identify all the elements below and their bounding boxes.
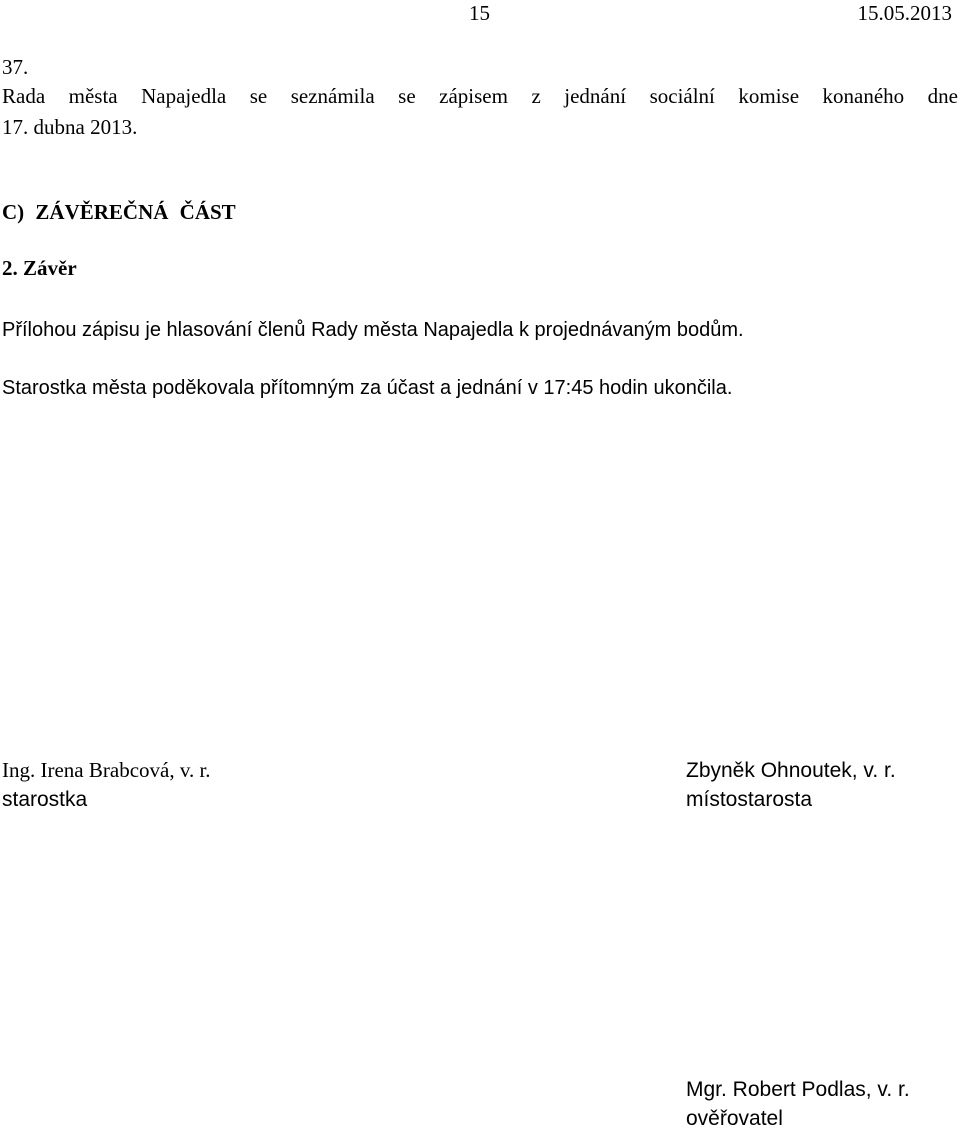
signature-mayor-role: starostka — [2, 788, 88, 811]
attachment-paragraph: Přílohou zápisu je hlasování členů Rady města Napajedla k projednávaným bodům. — [2, 319, 744, 341]
closing-paragraph: Starostka města poděkovala přítomným za účast a jednání v 17:45 hodin ukončila. — [2, 377, 733, 399]
signature-deputy-name: Zbyněk Ohnoutek, v. r. — [686, 759, 896, 782]
signature-verifier-name: Mgr. Robert Podlas, v. r. — [686, 1078, 910, 1101]
page-date: 15.05.2013 — [857, 1, 952, 25]
subsection-heading: 2. Závěr — [2, 256, 77, 280]
resolution-text-line-2: 17. dubna 2013. — [2, 115, 138, 139]
signature-deputy-role: místostarosta — [686, 788, 813, 811]
section-heading: C) ZÁVĚREČNÁ ČÁST — [2, 200, 236, 224]
resolution-number: 37. — [2, 55, 29, 79]
signature-verifier-role: ověřovatel — [686, 1107, 783, 1130]
page-number: 15 — [469, 1, 490, 25]
signature-mayor-name: Ing. Irena Brabcová, v. r. — [2, 758, 211, 782]
resolution-text-line-1: Rada města Napajedla se seznámila se zápisem z jednání sociální komise konaného dne — [2, 84, 958, 108]
